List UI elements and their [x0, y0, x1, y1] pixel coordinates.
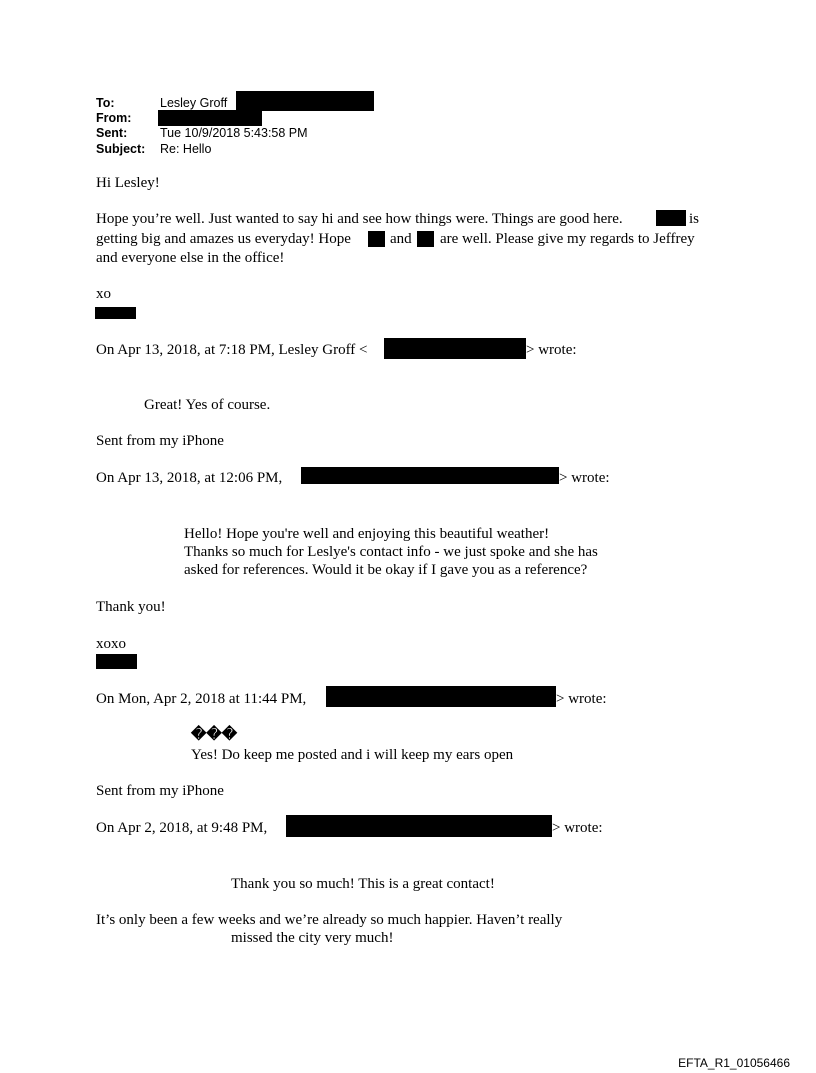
body-line-3: and everyone else in the office! [96, 250, 285, 266]
redaction-email-2 [301, 467, 559, 484]
greeting: Hi Lesley! [96, 175, 160, 191]
thread-4-wrote: > wrote: [552, 820, 603, 836]
body-line-1a: Hope you’re well. Just wanted to say hi and see how things were. Things are good here. [96, 211, 623, 227]
to-label: To: [96, 96, 115, 110]
redaction-name-1 [656, 210, 686, 226]
redaction-email-4 [286, 815, 552, 837]
redaction-email-1 [384, 338, 526, 359]
thread-2-thanks: Thank you! [96, 599, 166, 615]
thread-1-sent-from: Sent from my iPhone [96, 433, 224, 449]
redaction-email-3 [326, 686, 556, 707]
thread-1-line-1: Great! Yes of course. [144, 397, 271, 413]
thread-2-line-2: Thanks so much for Leslye's contact info - we just spoke and she has [184, 544, 598, 560]
thread-2-header: On Apr 13, 2018, at 12:06 PM, [96, 470, 283, 486]
thread-3-sent-from: Sent from my iPhone [96, 783, 224, 799]
thread-1-wrote: > wrote: [526, 342, 577, 358]
thread-1-header: On Apr 13, 2018, at 7:18 PM, Lesley Groff < [96, 342, 368, 358]
body-line-2a: getting big and amazes us everyday! Hope [96, 231, 351, 247]
thread-3-glyphs: ��� [191, 727, 238, 743]
subject-value: Re: Hello [160, 142, 212, 156]
subject-label: Subject: [96, 142, 146, 156]
thread-3-wrote: > wrote: [556, 691, 607, 707]
sent-label: Sent: [96, 126, 128, 140]
thread-3-line-1: Yes! Do keep me posted and i will keep my ears open [191, 747, 514, 763]
sent-value: Tue 10/9/2018 5:43:58 PM [160, 126, 308, 140]
redaction-to-email [236, 91, 374, 111]
redaction-name-3 [417, 231, 434, 247]
redaction-signature-1 [95, 307, 136, 319]
thread-2-signoff: xoxo [96, 636, 126, 652]
thread-4-tail-line-1: It’s only been a few weeks and we’re already so much happier. Haven’t really [96, 912, 563, 928]
thread-4-tail-line-2: missed the city very much! [231, 930, 394, 946]
from-label: From: [96, 111, 132, 125]
signoff: xo [96, 286, 111, 302]
thread-2-line-3: asked for references. Would it be okay if I gave you as a reference? [184, 562, 588, 578]
body-line-2b: and [390, 231, 412, 247]
thread-2-wrote: > wrote: [559, 470, 610, 486]
thread-3-header: On Mon, Apr 2, 2018 at 11:44 PM, [96, 691, 307, 707]
thread-4-header: On Apr 2, 2018, at 9:48 PM, [96, 820, 268, 836]
to-value: Lesley Groff [160, 96, 228, 110]
thread-2-line-1: Hello! Hope you're well and enjoying this beautiful weather! [184, 526, 550, 542]
redaction-name-2 [368, 231, 385, 247]
redaction-from [158, 110, 262, 126]
thread-4-line-1: Thank you so much! This is a great contact! [231, 876, 495, 892]
body-line-2c: are well. Please give my regards to Jeffrey [440, 231, 695, 247]
body-line-1b: is [689, 211, 700, 227]
document-id: EFTA_R1_01056466 [678, 1056, 790, 1070]
redaction-signature-2 [96, 654, 137, 669]
